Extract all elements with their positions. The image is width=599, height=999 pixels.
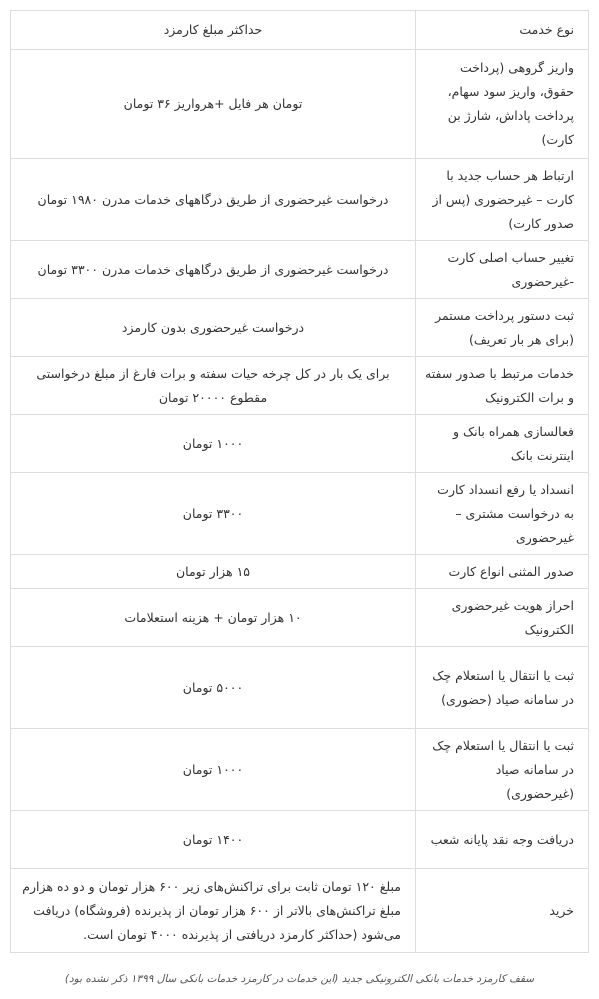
table-caption: سقف کارمزد خدمات بانکی الکترونیکی جدید (این خدمات در کارمزد خدمات بانکی سال ۱۳۹۹ ذکر نشده بود) xyxy=(64,973,535,985)
table-row xyxy=(11,869,589,953)
header-max-fee: حداکثر مبلغ کارمزد xyxy=(11,11,416,50)
service-cell: ثبت یا انتقال یا استعلام چک در سامانه صیاد (غیرحضوری) xyxy=(416,729,589,811)
fee-cell: ۳۳۰۰ تومان xyxy=(11,473,416,555)
service-cell: ثبت یا انتقال یا استعلام چک در سامانه صیاد (حضوری) xyxy=(416,647,589,729)
service-cell: ارتباط هر حساب جدید با کارت – غیرحضوری (پس از صدور کارت) xyxy=(416,159,589,241)
table-row xyxy=(11,357,589,415)
header-service-type: نوع خدمت xyxy=(416,11,589,50)
fee-cell: ۵۰۰۰ تومان xyxy=(11,647,416,729)
fee-cell: ۱۰ هزار تومان + هزینه استعلامات xyxy=(11,589,416,647)
table-row xyxy=(11,415,589,473)
table-row xyxy=(11,241,589,299)
fee-table xyxy=(10,10,589,953)
service-cell: صدور المثنی انواع کارت xyxy=(416,555,589,589)
table-header-row xyxy=(11,11,589,50)
fee-cell: ۱۵ هزار تومان xyxy=(11,555,416,589)
table-row xyxy=(11,159,589,241)
fee-cell: برای یک بار در کل چرخه حیات سفته و برات فارغ از مبلغ درخواستی مقطوع ۲۰۰۰۰ تومان xyxy=(11,357,416,415)
fee-cell: درخواست غیرحضوری بدون کارمزد xyxy=(11,299,416,357)
table-row xyxy=(11,589,589,647)
fee-cell: مبلغ ۱۲۰ تومان ثابت برای تراکنش‌های زیر ۶۰۰ هزار تومان و دو ده هزارم مبلغ تراکنش‌های بالاتر از ۶۰۰ هزار تومان از پذیرنده (فروشگاه) دریافت می‌شود (حداکثر کارمزد دریافتی از پذیرنده ۴۰۰۰ تومان است. xyxy=(11,869,416,953)
service-cell: ثبت دستور پرداخت مستمر (برای هر بار تعریف) xyxy=(416,299,589,357)
service-cell: تغییر حساب اصلی کارت -غیرحضوری xyxy=(416,241,589,299)
table-row xyxy=(11,729,589,811)
fee-cell: درخواست غیرحضوری از طریق درگاههای خدمات مدرن ۳۳۰۰ تومان xyxy=(11,241,416,299)
fee-cell: درخواست غیرحضوری از طریق درگاههای خدمات مدرن ۱۹۸۰ تومان xyxy=(11,159,416,241)
fee-cell: ۱۴۰۰ تومان xyxy=(11,811,416,869)
service-cell: انسداد یا رفع انسداد کارت به درخواست مشتری – غیرحضوری xyxy=(416,473,589,555)
table-row xyxy=(11,647,589,729)
fee-cell: تومان هر فایل +هرواریز ۳۶ تومان xyxy=(11,50,416,159)
service-cell: احراز هویت غیرحضوری الکترونیک xyxy=(416,589,589,647)
fee-cell: ۱۰۰۰ تومان xyxy=(11,415,416,473)
service-cell: خدمات مرتبط با صدور سفته و برات الکترونیک xyxy=(416,357,589,415)
fee-cell: ۱۰۰۰ تومان xyxy=(11,729,416,811)
service-cell: دریافت وجه نقد پایانه شعب xyxy=(416,811,589,869)
service-cell: خرید xyxy=(416,869,589,953)
table-row xyxy=(11,299,589,357)
table-row xyxy=(11,811,589,869)
service-cell: فعالسازی همراه بانک و اینترنت بانک xyxy=(416,415,589,473)
table-row xyxy=(11,555,589,589)
table-row xyxy=(11,473,589,555)
service-cell: واریز گروهی (پرداخت حقوق، واریز سود سهام، پرداخت پاداش، شارژ بن کارت) xyxy=(416,50,589,159)
table-row xyxy=(11,50,589,159)
